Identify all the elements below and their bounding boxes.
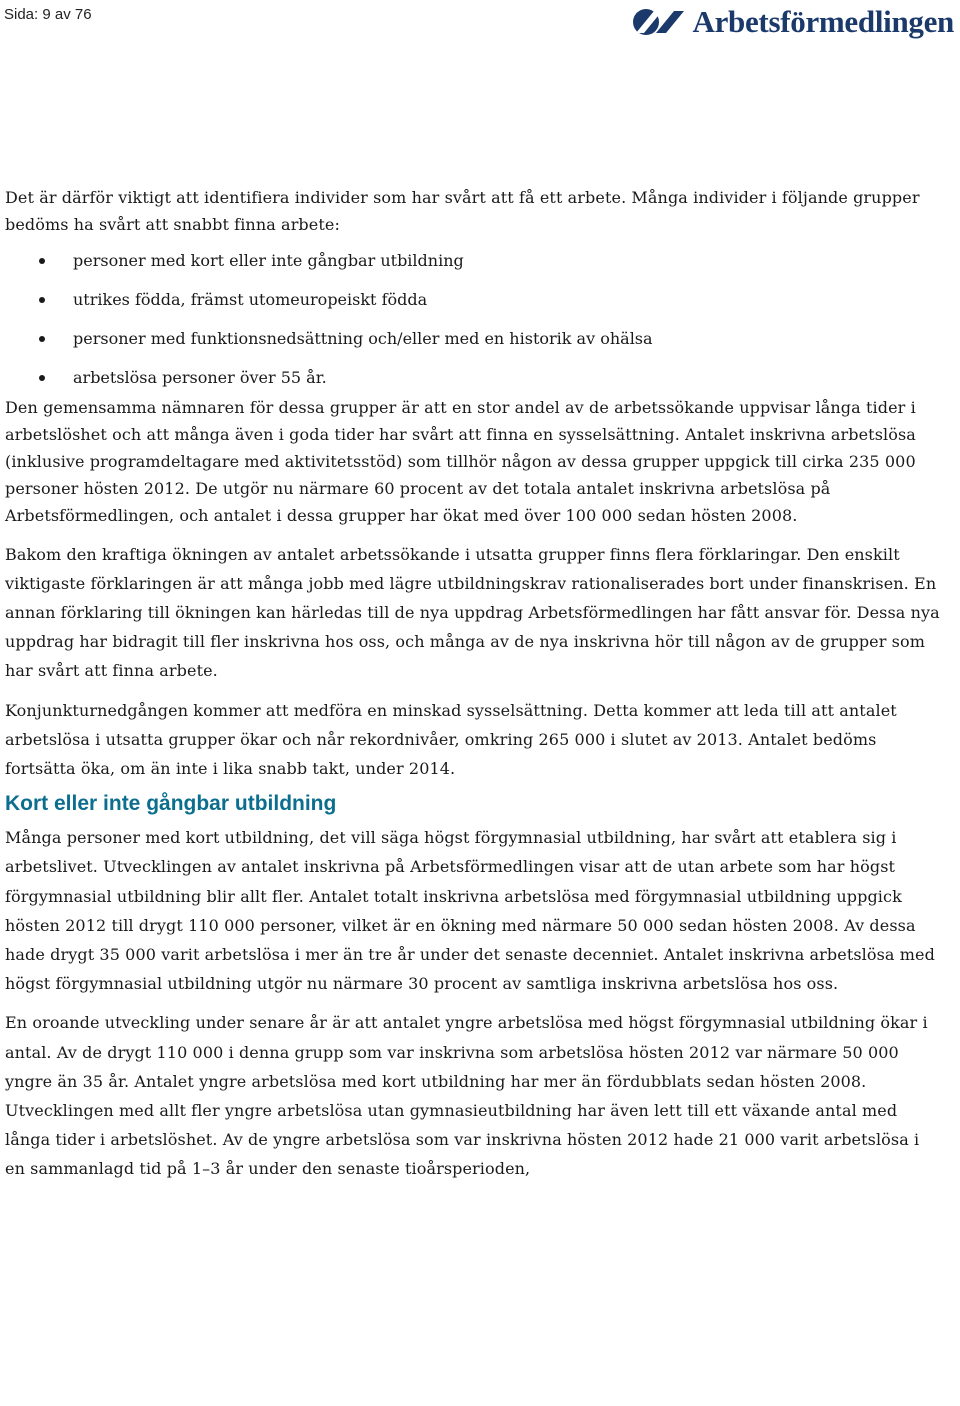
section-heading: Kort eller inte gångbar utbildning	[5, 792, 337, 816]
paragraph-young-unemployed: En oroande utveckling under senare år är att antalet yngre arbetslösa med högst förgymnasial utbildning ökar i antal. Av de drygt 110 000 i denna grupp som var inskrivna som arbetslösa hösten 2012 var närmare 50 000 yngre än 35 år. Antalet yngre arbetslösa med kort utbildning har mer än fördubblats sedan hösten 2008. Utvecklingen med allt fler yngre arbetslösa utan gymnasieutbildning har även lett till ett växande antal med långa tider i arbetslöshet. Av de yngre arbetslösa som var inskrivna hösten 2012 hade 21 000 varit arbetslösa i en sammanlagd tid på 1–3 år under den senaste tioårsperioden,	[5, 1013, 928, 1179]
list-item: personer med kort eller inte gångbar utbildning	[5, 242, 940, 281]
logo-mark-icon	[632, 6, 688, 38]
paragraph-common-denominator: Den gemensamma nämnaren för dessa grupper är att en stor andel av de arbetssökande uppvisar långa tider i arbetslöshet och att många även i goda tider har svårt att finna en sysselsättning. Antalet inskrivna arbetslösa (inklusive programdeltagare med aktivitetsstöd) som tillhör någon av dessa grupper uppgick till cirka 235 000 personer hösten 2012. De utgör nu närmare 60 procent av det totala antalet inskrivna arbetslösa på Arbetsförmedlingen, och antalet i dessa grupper har ökat med över 100 000 sedan hösten 2008.	[5, 397, 916, 526]
page-number: Sida: 9 av 76	[4, 6, 92, 23]
risk-group-list	[5, 242, 940, 397]
paragraph-short-education: Många personer med kort utbildning, det vill säga högst förgymnasial utbildning, har svårt att etablera sig i arbetslivet. Utvecklingen av antalet inskrivna på Arbetsförmedlingen visar att de utan arbete som har högst förgymnasial utbildning blir allt fler. Antalet totalt inskrivna arbetslösa med förgymnasial utbildning uppgick hösten 2012 till drygt 110 000 personer, vilket är en ökning med närmare 50 000 sedan hösten 2008. Av dessa hade drygt 35 000 varit arbetslösa i mer än tre år under det senaste decenniet. Antalet inskrivna arbetslösa med högst förgymnasial utbildning utgör nu närmare 30 procent av samtliga inskrivna arbetslösa hos oss.	[5, 828, 935, 994]
paragraph-explanations: Bakom den kraftiga ökningen av antalet arbetssökande i utsatta grupper finns flera förklaringar. Den enskilt viktigaste förklaringen är att många jobb med lägre utbildningskrav rationaliserades bort under finanskrisen. En annan förklaring till ökningen kan härledas till de nya uppdrag Arbetsförmedlingen har fått ansvar för. Dessa nya uppdrag har bidragit till fler inskrivna hos oss, och många av de nya inskrivna hör till någon av de grupper som har svårt att finna arbete.	[5, 544, 940, 681]
arbetsformedlingen-logo	[632, 4, 954, 40]
intro-paragraph: Det är därför viktigt att identifiera individer som har svårt att få ett arbete. Många individer i följande grupper bedöms ha svårt att snabbt finna arbete:	[5, 188, 920, 235]
paragraph-forecast: Konjunkturnedgången kommer att medföra en minskad sysselsättning. Detta kommer att leda till att antalet arbetslösa i utsatta grupper ökar och når rekordnivåer, omkring 265 000 i slutet av 2013. Antalet bedöms fortsätta öka, om än inte i lika snabb takt, under 2014.	[5, 700, 897, 779]
list-item: arbetslösa personer över 55 år.	[5, 359, 940, 398]
list-item: personer med funktionsnedsättning och/eller med en historik av ohälsa	[5, 320, 940, 359]
logo-text: Arbetsförmedlingen	[692, 4, 954, 39]
document-body	[5, 184, 940, 1184]
list-item: utrikes födda, främst utomeuropeiskt födda	[5, 281, 940, 320]
